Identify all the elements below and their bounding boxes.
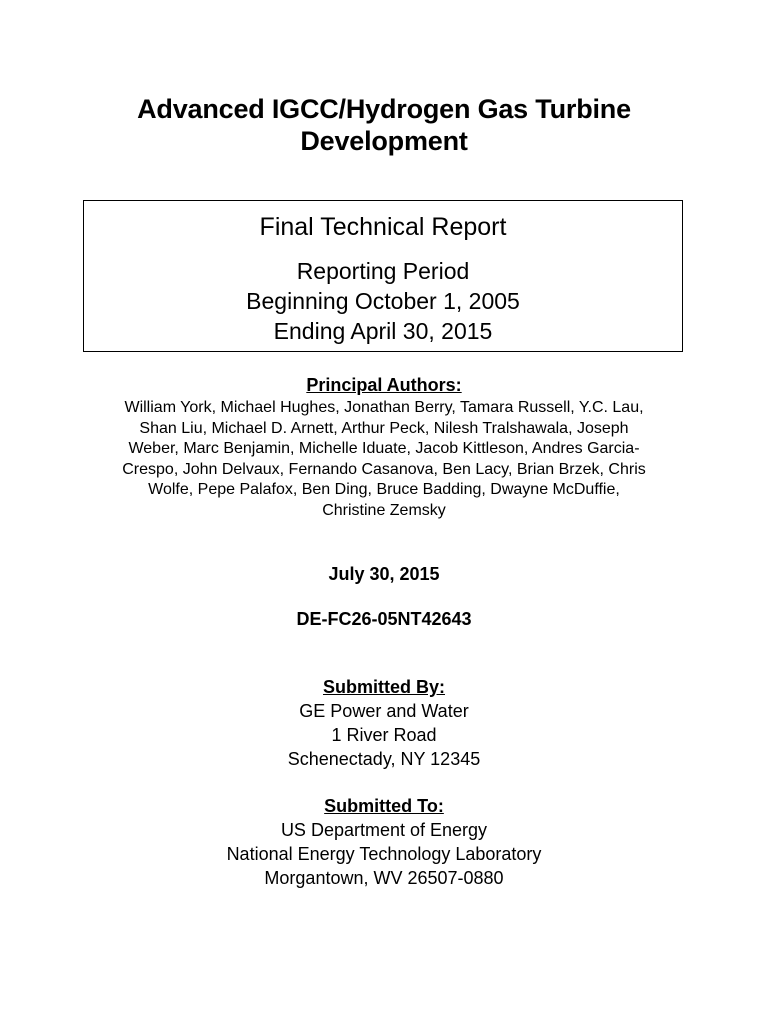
submitted-to-label: Submitted To: (324, 796, 444, 816)
reporting-period-label: Reporting Period (296, 258, 470, 284)
contract-number: DE-FC26-05NT42643 (296, 609, 472, 629)
title-line-1: Advanced IGCC/Hydrogen Gas Turbine (137, 94, 631, 124)
title-line-2: Development (300, 126, 468, 156)
submitted-by-block (0, 675, 768, 771)
authors-line: Wolfe, Pepe Palafox, Ben Ding, Bruce Badding, Dwayne McDuffie, (148, 481, 620, 499)
submitted-to-line: National Energy Technology Laboratory (226, 844, 542, 864)
authors-line: Weber, Marc Benjamin, Michelle Iduate, Jacob Kittleson, Andres Garcia- (128, 440, 640, 458)
submitted-by-label: Submitted By: (322, 677, 445, 697)
report-info-box (83, 200, 683, 352)
authors-line: Crespo, John Delvaux, Fernando Casanova, Ben Lacy, Brian Brzek, Chris (122, 460, 646, 478)
reporting-period-begin: Beginning October 1, 2005 (246, 288, 520, 314)
submitted-to-block (0, 794, 768, 890)
authors-heading: Principal Authors: (306, 375, 462, 395)
reporting-period (84, 256, 682, 346)
authors-list (0, 398, 768, 522)
submitted-by-line: Schenectady, NY 12345 (287, 749, 481, 769)
authors-line: Christine Zemsky (322, 501, 446, 519)
report-heading: Final Technical Report (259, 213, 507, 241)
report-date: July 30, 2015 (328, 564, 440, 584)
submitted-to-line: Morgantown, WV 26507-0880 (264, 868, 504, 888)
submitted-by-line: 1 River Road (331, 725, 437, 745)
authors-line: Shan Liu, Michael D. Arnett, Arthur Peck, Nilesh Tralshawala, Joseph (139, 419, 629, 437)
reporting-period-end: Ending April 30, 2015 (273, 318, 493, 344)
submitted-to-line: US Department of Energy (280, 820, 488, 840)
document-title (0, 93, 768, 157)
authors-line: William York, Michael Hughes, Jonathan Berry, Tamara Russell, Y.C. Lau, (124, 399, 644, 416)
submitted-by-line: GE Power and Water (299, 701, 469, 721)
